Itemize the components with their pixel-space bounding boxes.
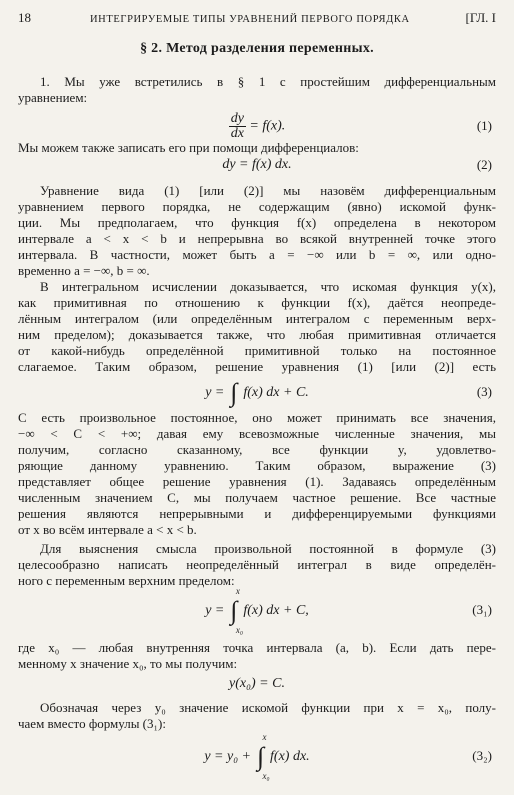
text-line: менному x значение x₀, то мы получим: — [18, 656, 238, 671]
equation-tag: (1) — [476, 118, 492, 133]
equation-lhs: y = — [205, 603, 225, 619]
integral-sign: ∫ x x₀ — [256, 732, 270, 781]
text-line: интервале a < x < b и непрерывна во всякой внутренней точке этого — [18, 231, 496, 246]
text-line: представляет общее решение уравнения (1). Задаваясь определённым — [18, 474, 496, 489]
integral-lower-limit: x₀ — [262, 771, 270, 781]
text-line: чаем вместо формулы (3₁): — [18, 716, 166, 731]
equation-tag: (3₂) — [472, 748, 492, 763]
text-line: −∞ < C < +∞; давая ему всевозможные численные значения, мы — [18, 426, 496, 441]
text-line: В интегральном исчислении доказывается, что искомая функция y(x), — [40, 279, 496, 294]
equation-tag: (3₁) — [472, 602, 492, 617]
text-line: численным значением C, мы получаем частное решение. Все частные — [18, 490, 496, 505]
fraction-numerator: dy — [230, 111, 244, 126]
chapter-label: [ГЛ. I — [465, 10, 496, 25]
equation-3 — [0, 380, 514, 406]
text-line: от какой-нибудь определённой примитивной только на постоянное — [18, 343, 496, 358]
text-line: слагаемое. Таким образом, решение уравнения (1) [или (2)] есть — [18, 359, 496, 374]
text-line: Уравнение вида (1) [или (2)] мы назовём дифференциальным — [40, 183, 496, 198]
equation-rhs: f(x) dx + C. — [243, 385, 309, 401]
page-number: 18 — [18, 10, 31, 25]
equation-yx0: y(x₀) = C. — [229, 676, 285, 691]
text-line: целесообразно написать неопределённый интеграл в виде определён- — [18, 557, 496, 572]
text-line: ним пределом); доказывается также, что любая примитивная отличается — [18, 327, 496, 342]
text-line: уравнением первого порядка, не содержащим (явно) искомой функ- — [18, 199, 496, 214]
text-line: ции. Мы предполагаем, что функция f(x) определена в некотором — [18, 215, 496, 230]
text-line: Мы можем также записать его при помощи дифференциалов: — [18, 140, 359, 155]
text-line: 1. Мы уже встретились в § 1 с простейшим дифференциальным — [40, 74, 496, 89]
equation-lhs: y = y₀ + — [204, 749, 252, 765]
text-line: ного с переменным верхним пределом: — [18, 573, 235, 588]
text-line: C есть произвольное постоянное, оно может принимать все значения, — [18, 410, 496, 425]
text-line: Обозначая через y₀ значение искомой функции при x = x₀, полу- — [40, 700, 496, 715]
text-line: уравнением: — [18, 90, 88, 105]
derivative-fraction — [229, 112, 246, 141]
text-line: как примитивная по отношению к функции f(x), даётся неопреде- — [18, 295, 496, 310]
fraction-denominator: dx — [230, 126, 244, 141]
text-line: решения являются непрерывными и дифференцируемыми функциями — [18, 506, 496, 521]
integral-lower-limit: x₀ — [235, 625, 243, 635]
text-line: от x во всём интервале a < x < b. — [18, 522, 197, 537]
equation-lhs: y = — [205, 385, 225, 401]
integral-sign: ∫ — [230, 378, 238, 407]
text-line: интервала. В частности, может быть a = −∞ или b = ∞, или одно- — [18, 247, 496, 262]
equation-3-1 — [0, 586, 514, 635]
text-line: получим, согласно сказанному, все функции y, удовлетво- — [18, 442, 496, 457]
equation-rhs: f(x) dx + C, — [243, 603, 309, 619]
equation-1 — [0, 112, 514, 141]
section-title: § 2. Метод разделения переменных. — [140, 41, 374, 56]
running-title: ИНТЕГРИРУЕМЫЕ ТИПЫ УРАВНЕНИЙ ПЕРВОГО ПОРЯДКА — [90, 14, 410, 25]
integral-upper-limit: x — [262, 732, 267, 742]
text-line: лённым интегралом (или определённым интегралом с переменным верх- — [18, 311, 496, 326]
equation-rhs: = f(x). — [249, 118, 286, 134]
text-line: где x₀ — любая внутренняя точка интервала (a, b). Если дать пере- — [18, 640, 496, 655]
text-line: ряющие данному уравнению. Таким образом, выражение (3) — [18, 458, 496, 473]
text-line: Для выяснения смысла произвольной постоянной в формуле (3) — [40, 541, 496, 556]
integral-upper-limit: x — [235, 586, 240, 596]
equation-tag: (3) — [476, 384, 492, 399]
integral-sign: ∫ x x₀ — [230, 586, 243, 635]
equation-rhs: f(x) dx. — [270, 749, 310, 765]
equation-3-2 — [0, 732, 514, 781]
equation-2: dy = f(x) dx. — [222, 157, 292, 172]
text-line: временно a = −∞, b = ∞. — [18, 263, 150, 278]
equation-tag: (2) — [476, 157, 492, 172]
